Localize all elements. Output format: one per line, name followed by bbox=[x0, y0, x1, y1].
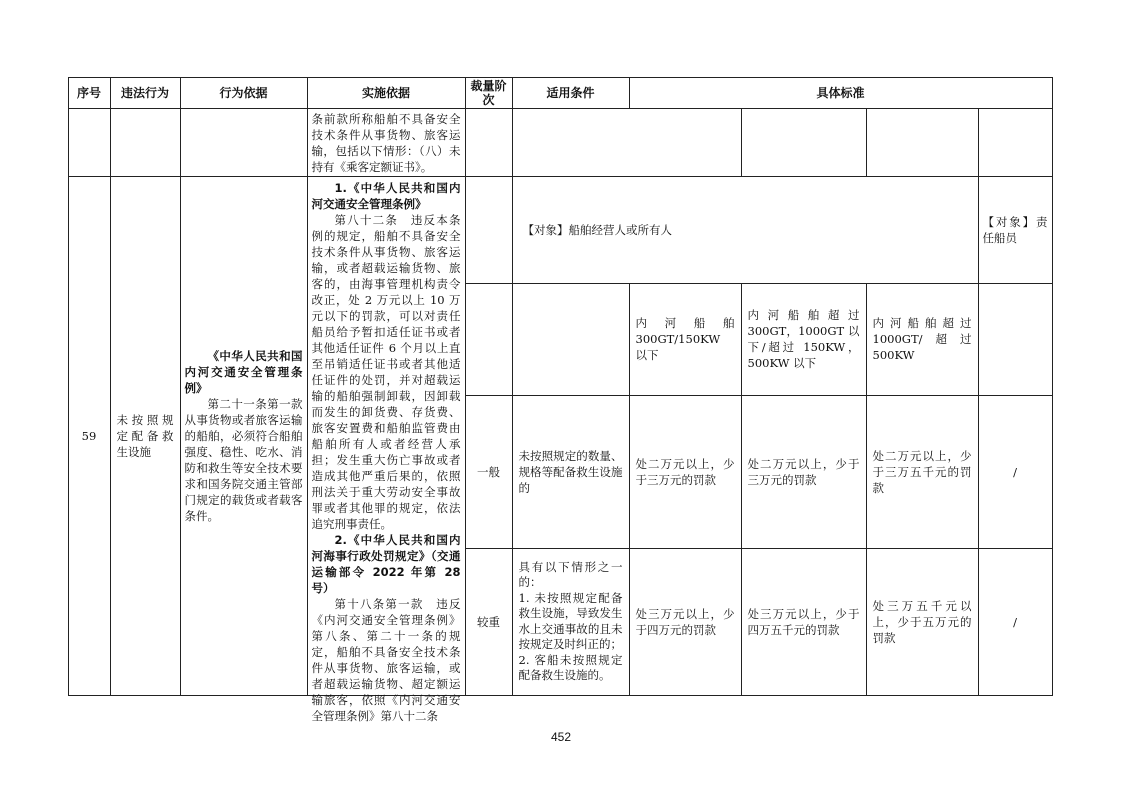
cell-empty bbox=[512, 108, 742, 177]
header-condition: 适用条件 bbox=[512, 77, 630, 109]
impl-title-1: 1.《中华人民共和国内河交通安全管理条例》 bbox=[311, 180, 461, 211]
cell-empty bbox=[465, 108, 513, 177]
cell-condition-serious bbox=[512, 548, 630, 696]
basis-text: 第二十一条第一款 从事货物或者旅客运输的船舶，必须符合船舶强度、稳性、吃水、消防和救生等安全技术要求和国务院交通主管部门规定的载货或者载客条件。 bbox=[184, 396, 314, 523]
cell-empty bbox=[741, 108, 867, 177]
cell-penalty-general-3: 处二万元以上，少于三万五千元的罚款 bbox=[866, 395, 979, 549]
cell-basis bbox=[180, 176, 314, 696]
impl-title-2: 2.《中华人民共和国内河海事行政处罚规定》（交通运输部令 2022 年第 28 号） bbox=[311, 532, 461, 595]
cell-empty bbox=[465, 176, 513, 284]
cell-crew-serious: / bbox=[978, 548, 1053, 696]
cell-size-2: 内河船舶超过 300GT，1000GT 以下/超过 150KW，500KW 以下 bbox=[741, 283, 867, 396]
header-no: 序号 bbox=[68, 77, 111, 109]
basis-title: 《中华人民共和国内河交通安全管理条例》 bbox=[184, 348, 303, 395]
header-basis: 行为依据 bbox=[180, 77, 308, 109]
cell-impl-basis bbox=[307, 176, 466, 723]
cell-penalty-general-2: 处二万元以上，少于三万元的罚款 bbox=[741, 395, 867, 549]
cell-crew-general: / bbox=[978, 395, 1053, 549]
impl-text-2: 第十八条第一款 违反《内河交通安全管理条例》第八条、第二十一条的规定，船舶不具备安全技术条件从事货物、旅客运输，或者超载运输货物、超定额运输旅客，依照《内河交通安全管理条例》第八十二条 bbox=[311, 596, 461, 723]
cell-row-number: 59 bbox=[68, 176, 111, 696]
header-impl-basis: 实施依据 bbox=[307, 77, 466, 109]
cell-violation: 未按照规定配备救生设施 bbox=[110, 176, 181, 696]
cell-level-serious: 较重 bbox=[465, 548, 513, 696]
cell-penalty-general-1: 处二万元以上，少于三万元的罚款 bbox=[629, 395, 742, 549]
cell-empty bbox=[866, 108, 979, 177]
cell-size-1: 内河船舶 300GT/150KW 以下 bbox=[629, 283, 742, 396]
cell-condition-general: 未按照规定的数量、规格等配备救生设施的 bbox=[512, 395, 630, 549]
cell-level-general: 一般 bbox=[465, 395, 513, 549]
cell-size-3: 内河船舶超过 1000GT/超过 500KW bbox=[866, 283, 979, 396]
page-number: 452 bbox=[550, 730, 572, 744]
impl-text-1: 第八十二条 违反本条例的规定，船舶不具备安全技术条件从事货物、旅客运输，或者超载运输货物、旅客的，由海事管理机构责令改正，处 2 万元以上 10 万元以下的罚款，可以对责任船员给予暂扣适任证书或者其他适任证件 6 个月以上直至吊销适任证书或者其他适任证件的处罚，并对超载运输的船舶强制卸载，因卸载而发生的卸货费、存货费、旅客安置费和船舶监管费由船舶所有人或者经营人承担；发生重大伤亡事故或者造成其他严重后果的，依照刑法关于重大劳动安全事故罪或者其他罪的规定，依法追究刑事责任。 bbox=[311, 212, 461, 531]
condition-line: 具有以下情形之一的： bbox=[518, 559, 623, 589]
cell-continued-impl-basis: 条前款所称船舶不具备安全技术条件从事货物、旅客运输，包括以下情形：（八）未持有《乘客定额证书》。 bbox=[307, 108, 466, 177]
cell-penalty-serious-2: 处三万元以上，少于四万五千元的罚款 bbox=[741, 548, 867, 696]
cell-empty bbox=[110, 108, 181, 177]
cell-empty bbox=[512, 283, 630, 396]
cell-object-crew: 【对象】责任船员 bbox=[978, 176, 1053, 284]
condition-line: 1. 未按照规定配备救生设施，导致发生水上交通事故的且未按规定及时纠正的； bbox=[518, 590, 623, 651]
cell-empty bbox=[465, 283, 513, 396]
cell-penalty-serious-1: 处三万元以上，少于四万元的罚款 bbox=[629, 548, 742, 696]
cell-empty bbox=[68, 108, 111, 177]
cell-empty bbox=[180, 108, 308, 177]
header-level: 裁量阶次 bbox=[465, 77, 513, 109]
header-violation: 违法行为 bbox=[110, 77, 181, 109]
cell-empty bbox=[978, 283, 1053, 396]
condition-line: 2. 客船未按照规定配备救生设施的。 bbox=[518, 652, 623, 682]
cell-penalty-serious-3: 处三万五千元以上，少于五万元的罚款 bbox=[866, 548, 979, 696]
cell-empty bbox=[978, 108, 1053, 177]
cell-object-main: 【对象】船舶经营人或所有人 bbox=[512, 176, 979, 284]
header-standard: 具体标准 bbox=[629, 77, 1053, 109]
